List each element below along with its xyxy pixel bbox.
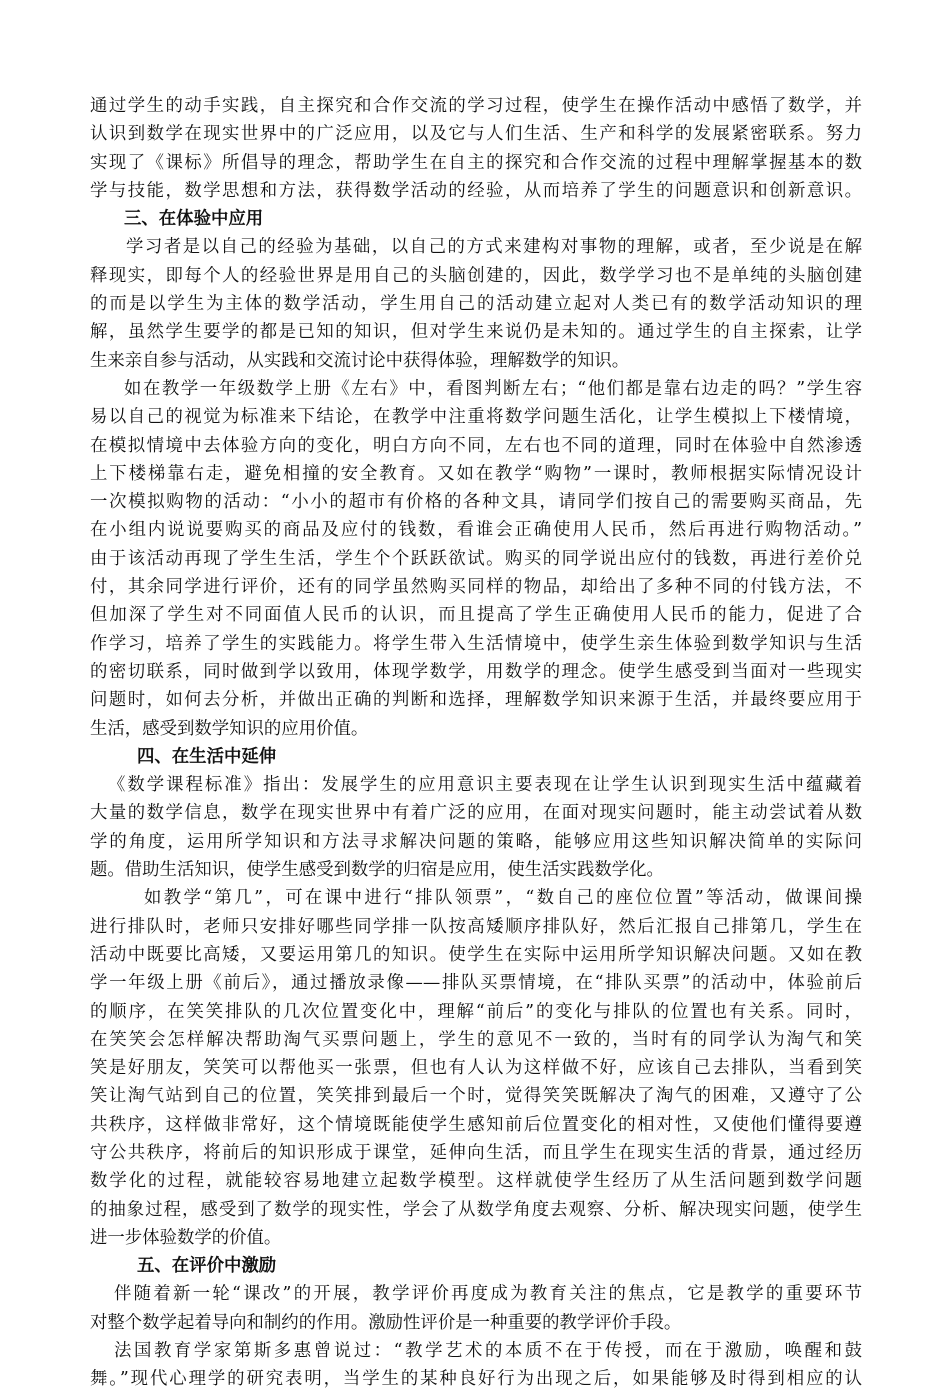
text-line: 《数学课程标准》指出：发展学生的应用意识主要表现在让学生认识到现实生活中蕴藏着 — [108, 775, 862, 796]
text-line: 作学习，培养了学生的实践能力。将学生带入生活情境中，使学生亲生体验到数学知识与生活 — [90, 633, 862, 654]
text-line: 进一步体验数学的价值。 — [90, 1227, 282, 1248]
text-line: 生活，感受到数学知识的应用价值。 — [90, 718, 369, 739]
text-line: 活动中既要比高矮，又要运用第几的知识。使学生在实际中运用所学知识解决问题。又如在教 — [90, 944, 862, 965]
text-line: 的顺序，在笑笑排队的几次位置变化中，理解“前后”的变化与排队的位置也有关系。同时， — [90, 1001, 862, 1022]
document-page — [90, 92, 862, 1394]
text-line: 付，其余同学进行评价，还有的同学虽然购买同样的物品，却给出了多种不同的付钱方法，不 — [90, 577, 862, 598]
section-heading-5: 五、在评价中激励 — [137, 1256, 277, 1277]
text-line: 伴随着新一轮“课改”的开展，教学评价再度成为教育关注的焦点，它是教学的重要环节 — [114, 1284, 862, 1305]
text-line: 释现实，即每个人的经验世界是用自己的头脑创建的，因此，数学学习也不是单纯的头脑创建 — [90, 265, 862, 286]
text-line: 问题时，如何去分析，并做出正确的判断和选择，理解数学知识来源于生活，并最终要应用于 — [90, 690, 862, 711]
text-line: 学习者是以自己的经验为基础，以自己的方式来建构对事物的理解，或者，至少说是在解 — [126, 237, 862, 258]
text-line: 在模拟情境中去体验方向的变化，明白方向不同，左右也不同的道理，同时在体验中自然渗透 — [90, 435, 862, 456]
text-line: 但加深了学生对不同面值人民币的认识，而且提高了学生正确使用人民币的能力，促进了合 — [90, 605, 862, 626]
text-line: 在小组内说说要购买的商品及应付的钱数，看谁会正确使用人民币，然后再进行购物活动。” — [90, 520, 862, 541]
text-line: 法国教育学家第斯多惠曾说过：“教学艺术的本质不在于传授，而在于激励，唤醒和鼓 — [114, 1341, 862, 1362]
text-line: 通过学生的动手实践，自主探究和合作交流的学习过程，使学生在操作活动中感悟了数学，并 — [90, 96, 862, 116]
text-line: 笑是好朋友，笑笑可以帮他买一张票，但也有人认为这样做不好，应该自己去排队，当看到笑 — [90, 1058, 862, 1079]
text-line: 一次模拟购物的活动：“小小的超市有价格的各种文具，请同学们按自己的需要购买商品，先 — [90, 492, 862, 513]
text-line: 在笑笑会怎样解决帮助淘气买票问题上，学生的意见不一致的，当时有的同学认为淘气和笑 — [90, 1029, 862, 1050]
text-line: 对整个数学起着导向和制约的作用。激励性评价是一种重要的教学评价手段。 — [90, 1312, 682, 1333]
text-line: 由于该活动再现了学生生活，学生个个跃跃欲试。购买的同学说出应付的钱数，再进行差价兑 — [90, 548, 862, 569]
text-line: 易以自己的视觉为标准来下结论，在教学中注重将数学问题生活化，让学生模拟上下楼情境， — [90, 407, 862, 428]
text-line: 解，虽然学生要学的都是已知的知识，但对学生来说仍是未知的。通过学生的自主探索，让学 — [90, 322, 862, 343]
text-line: 的密切联系，同时做到学以致用，体现学数学，用数学的理念。使学生感受到当面对一些现实 — [90, 661, 862, 682]
text-line: 大量的数学信息，数学在现实世界中有着广泛的应用，在面对现实问题时，能主动尝试着从数 — [90, 803, 862, 824]
text-line: 舞。”现代心理学的研究表明，当学生的某种良好行为出现之后，如果能够及时得到相应的认 — [90, 1369, 862, 1390]
text-line: 笑让淘气站到自己的位置，笑笑排到最后一个时，觉得笑笑既解决了淘气的困难，又遵守了公 — [90, 1086, 862, 1107]
text-line: 数学化的过程，就能较容易地建立起数学模型。这样就使学生经历了从生活问题到数学问题 — [90, 1171, 862, 1192]
text-line: 守公共秩序，将前后的知识形成于课堂，延伸向生活，而且学生在现实生活的背景，通过经历 — [90, 1142, 862, 1163]
text-line: 如在教学一年级数学上册《左右》中，看图判断左右；“他们都是靠右边走的吗？”学生容 — [124, 378, 862, 399]
text-line: 的而是以学生为主体的数学活动，学生用自己的活动建立起对人类已有的数学活动知识的理 — [90, 294, 862, 315]
text-line: 认识到数学在现实世界中的广泛应用，以及它与人们生活、生产和科学的发展紧密联系。努力 — [90, 124, 862, 145]
text-line: 实现了《课标》所倡导的理念，帮助学生在自主的探究和合作交流的过程中理解掌握基本的数 — [90, 152, 862, 173]
text-line: 的抽象过程，感受到了数学的现实性，学会了从数学角度去观察、分析、解决现实问题，使学生 — [90, 1199, 862, 1220]
section-heading-3: 三、在体验中应用 — [124, 209, 264, 230]
text-line: 生来亲自参与活动，从实践和交流讨论中获得体验，理解数学的知识。 — [90, 350, 630, 371]
text-line: 如教学“第几”，可在课中进行“排队领票”，“数自己的座位位置”等活动，做课间操 — [144, 888, 862, 909]
text-line: 学与技能，数学思想和方法，获得数学活动的经验，从而培养了学生的问题意识和创新意识。 — [90, 180, 862, 201]
text-line: 进行排队时，老师只安排好哪些同学排一队按高矮顺序排队好，然后汇报自己排第几，学生在 — [90, 916, 862, 937]
text-line: 上下楼梯靠右走，避免相撞的安全教育。又如在教学“购物”一课时，教师根据实际情况设计 — [90, 463, 862, 484]
section-heading-4: 四、在生活中延伸 — [137, 746, 277, 767]
text-line: 学的角度，运用所学知识和方法寻求解决问题的策略，能够应用这些知识解决简单的实际问 — [90, 831, 862, 852]
text-line: 共秩序，这样做非常好，这个情境既能使学生感知前后位置变化的相对性，又使他们懂得要遵 — [90, 1114, 862, 1135]
text-line: 学一年级上册《前后》，通过播放录像——排队买票情境，在“排队买票”的活动中，体验前后 — [90, 973, 862, 994]
text-line: 题。借助生活知识，使学生感受到数学的归宿是应用，使生活实践数学化。 — [90, 860, 664, 881]
